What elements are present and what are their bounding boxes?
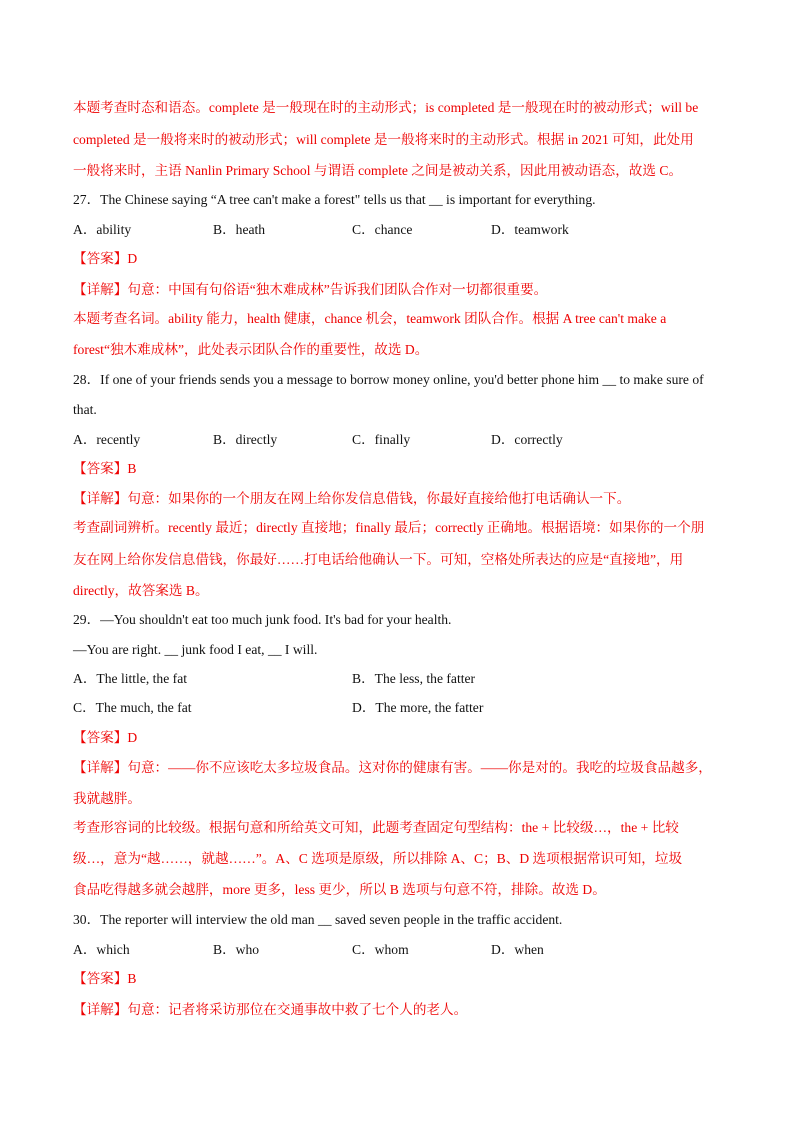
answer-30: 【答案】B	[73, 971, 137, 986]
option-a: A．ability	[73, 222, 132, 237]
option-a: A．which	[73, 942, 130, 957]
option-c: C．whom	[352, 942, 409, 957]
option-a: A．The little, the fat	[73, 671, 188, 686]
detail-28: 【详解】句意：如果你的一个朋友在网上给你发信息借钱，你最好直接给他打电话确认一下。	[73, 491, 631, 506]
option-d: D．teamwork	[491, 222, 569, 237]
option-c: C．finally	[352, 432, 411, 447]
explanation-line: 级…，意为“越……，就越……”。A、C 选项是原级，所以排除 A、C；B、D 选项根据常识可知，垃圾	[73, 851, 683, 866]
question-28-text-cont: that.	[73, 402, 97, 417]
answer-28: 【答案】B	[73, 461, 137, 476]
question-30-text: 30．The reporter will interview the old man __ saved seven people in the traffic accident.	[73, 912, 563, 927]
detail-30: 【详解】句意：记者将采访那位在交通事故中救了七个人的老人。	[73, 1002, 468, 1017]
question-27-text: 27．The Chinese saying “A tree can't make a forest" tells us that __ is important for everything.	[73, 192, 596, 207]
question-29-text-cont: —You are right. __ junk food I eat, __ I will.	[73, 642, 318, 657]
explanation-line: forest“独木难成林”，此处表示团队合作的重要性，故选 D。	[73, 342, 429, 357]
option-d: D．The more, the fatter	[352, 700, 484, 715]
question-28-text: 28．If one of your friends sends you a message to borrow money online, you'd better phone him __ to make sure of	[73, 372, 704, 387]
option-c: C．chance	[352, 222, 413, 237]
explanation-line: 本题考查名词。ability 能力，health 健康，chance 机会，teamwork 团队合作。根据 A tree can't make a	[73, 311, 667, 326]
option-b: B．heath	[213, 222, 266, 237]
option-b: B．who	[213, 942, 260, 957]
option-c: C．The much, the fat	[73, 700, 192, 715]
explanation-line: completed 是一般将来时的被动形式；will complete 是一般将来时的主动形式。根据 in 2021 可知，此处用	[73, 132, 694, 147]
explanation-line: 一般将来时，主语 Nanlin Primary School 与谓语 complete 之间是被动关系，因此用被动语态，故选 C。	[73, 163, 683, 178]
option-d: D．correctly	[491, 432, 563, 447]
explanation-line: 友在网上给你发信息借钱，你最好……打电话给他确认一下。可知，空格处所表达的应是“直接地”，用	[73, 552, 684, 567]
option-b: B．directly	[213, 432, 278, 447]
question-29-text: 29．—You shouldn't eat too much junk food. It's bad for your health.	[73, 612, 452, 627]
explanation-line: 食品吃得越多就会越胖，more 更多，less 更少，所以 B 选项与句意不符，排除。故选 D。	[73, 882, 606, 897]
detail-27: 【详解】句意：中国有句俗语“独木难成林”告诉我们团队合作对一切都很重要。	[73, 282, 548, 297]
explanation-line: 本题考查时态和语态。complete 是一般现在时的主动形式；is completed 是一般现在时的被动形式；will be	[73, 100, 699, 115]
option-a: A．recently	[73, 432, 141, 447]
explanation-line: 考查副词辨析。recently 最近；directly 直接地；finally 最后；correctly 正确地。根据语境：如果你的一个朋	[73, 520, 705, 535]
answer-27: 【答案】D	[73, 251, 138, 266]
answer-29: 【答案】D	[73, 730, 138, 745]
option-d: D．when	[491, 942, 544, 957]
explanation-line: directly，故答案选 B。	[73, 583, 209, 598]
option-b: B．The less, the fatter	[352, 671, 476, 686]
explanation-line: 我就越胖。	[73, 791, 141, 806]
explanation-line: 考查形容词的比较级。根据句意和所给英文可知，此题考查固定句型结构：the + 比较级…，the + 比较	[73, 820, 679, 835]
detail-29: 【详解】句意：——你不应该吃太多垃圾食品。这对你的健康有害。——你是对的。我吃的垃圾食品越多，	[73, 760, 712, 775]
